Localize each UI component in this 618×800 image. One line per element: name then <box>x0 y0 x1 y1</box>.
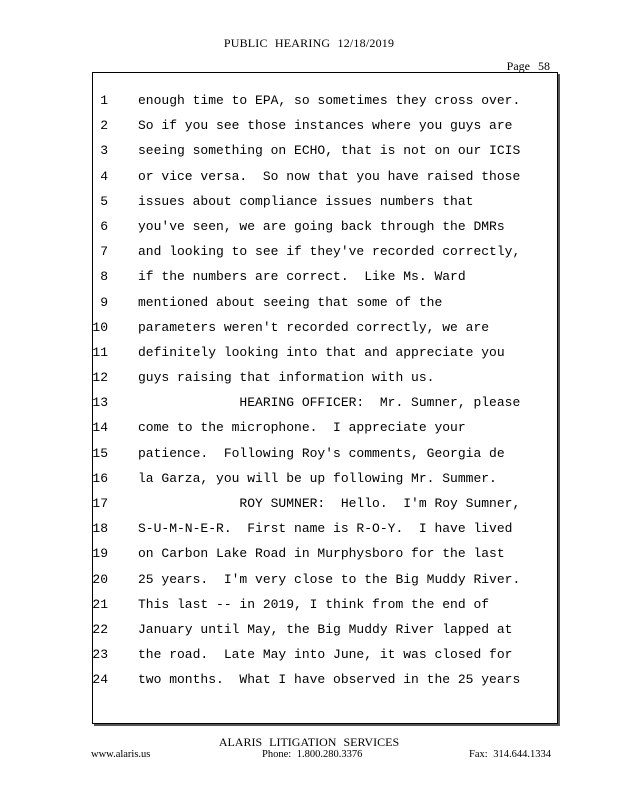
line-number: 11 <box>92 344 108 360</box>
line-number: 14 <box>92 420 108 436</box>
footer-fax: Fax: 314.644.1334 <box>469 749 552 760</box>
line-text: seeing something on ECHO, that is not on our ICIS <box>138 143 521 159</box>
page-number: Page 58 <box>506 59 550 73</box>
line-number: 13 <box>92 395 108 411</box>
transcript-line <box>92 114 562 139</box>
line-number: 10 <box>92 319 108 335</box>
line-number: 2 <box>100 118 108 134</box>
transcript-line <box>92 517 562 542</box>
line-number: 18 <box>92 521 108 537</box>
transcript-line <box>92 240 562 265</box>
line-number: 7 <box>100 244 108 260</box>
line-number: 21 <box>92 596 108 612</box>
header-title: PUBLIC HEARING 12/18/2019 <box>223 36 395 50</box>
line-text: definitely looking into that and appreciate you <box>138 344 505 360</box>
line-text: you've seen, we are going back through the DMRs <box>138 218 505 234</box>
transcript-line <box>92 391 562 416</box>
line-text: HEARING OFFICER: Mr. Sumner, please <box>138 395 521 411</box>
line-number: 3 <box>100 143 108 159</box>
line-number: 9 <box>100 294 108 310</box>
line-text: the road. Late May into June, it was closed for <box>138 647 513 663</box>
line-number: 24 <box>92 672 108 688</box>
line-text: la Garza, you will be up following Mr. Summer. <box>138 470 497 486</box>
line-text: enough time to EPA, so sometimes they cross over. <box>138 93 521 108</box>
line-text: if the numbers are correct. Like Ms. Ward <box>138 269 466 285</box>
transcript-line <box>92 190 562 215</box>
line-text: and looking to see if they've recorded correctly, <box>138 244 521 260</box>
line-text: parameters weren't recorded correctly, we are <box>138 319 490 335</box>
transcript-lines <box>92 89 562 694</box>
line-text: So if you see those instances where you guys are <box>138 118 513 134</box>
line-text: ROY SUMNER: Hello. I'm Roy Sumner, <box>138 496 521 511</box>
line-text: come to the microphone. I appreciate your <box>138 420 466 436</box>
transcript-line <box>92 316 562 341</box>
transcript-line <box>92 366 562 391</box>
line-number: 23 <box>92 647 108 663</box>
footer-contact <box>0 749 618 763</box>
transcript-line <box>92 165 562 190</box>
transcript-line <box>92 442 562 467</box>
line-text: January until May, the Big Muddy River lapped at <box>138 621 513 637</box>
footer-company: ALARIS LITIGATION SERVICES <box>218 735 400 749</box>
transcript-line <box>92 139 562 164</box>
line-number: 1 <box>100 93 108 108</box>
transcript-line <box>92 492 562 517</box>
line-text: This last -- in 2019, I think from the end of <box>138 596 490 612</box>
line-number: 20 <box>92 571 108 587</box>
line-number: 4 <box>100 168 108 184</box>
line-text: S-U-M-N-E-R. First name is R-O-Y. I have lived <box>138 521 513 537</box>
transcript-line <box>92 668 562 693</box>
line-number: 8 <box>100 269 108 285</box>
line-number: 19 <box>92 546 108 562</box>
line-number: 22 <box>92 621 108 637</box>
line-text: issues about compliance issues numbers that <box>138 193 474 209</box>
line-text: mentioned about seeing that some of the <box>138 294 443 310</box>
footer-website: www.alaris.us <box>91 749 151 760</box>
transcript-line <box>92 618 562 643</box>
line-text: two months. What I have observed in the 25 years <box>138 672 521 688</box>
line-number: 15 <box>92 445 108 461</box>
line-text: 25 years. I'm very close to the Big Muddy River. <box>138 571 521 587</box>
transcript-line <box>92 467 562 492</box>
transcript-line <box>92 89 562 114</box>
footer-phone: Phone: 1.800.280.3376 <box>262 749 363 760</box>
transcript-line <box>92 568 562 593</box>
line-text: or vice versa. So now that you have raised those <box>138 168 521 184</box>
transcript-line <box>92 416 562 441</box>
transcript-line <box>92 341 562 366</box>
transcript-line <box>92 542 562 567</box>
line-text: guys raising that information with us. <box>138 370 435 386</box>
line-number: 5 <box>100 193 108 209</box>
line-number: 6 <box>100 218 108 234</box>
line-number: 17 <box>92 496 108 511</box>
line-number: 12 <box>92 370 108 386</box>
transcript-line <box>92 215 562 240</box>
line-text: on Carbon Lake Road in Murphysboro for the last <box>138 546 505 562</box>
transcript-line <box>92 291 562 316</box>
transcript-line <box>92 643 562 668</box>
line-number: 16 <box>92 470 108 486</box>
transcript-line <box>92 265 562 290</box>
transcript-line <box>92 593 562 618</box>
line-text: patience. Following Roy's comments, Georgia de <box>138 445 505 461</box>
